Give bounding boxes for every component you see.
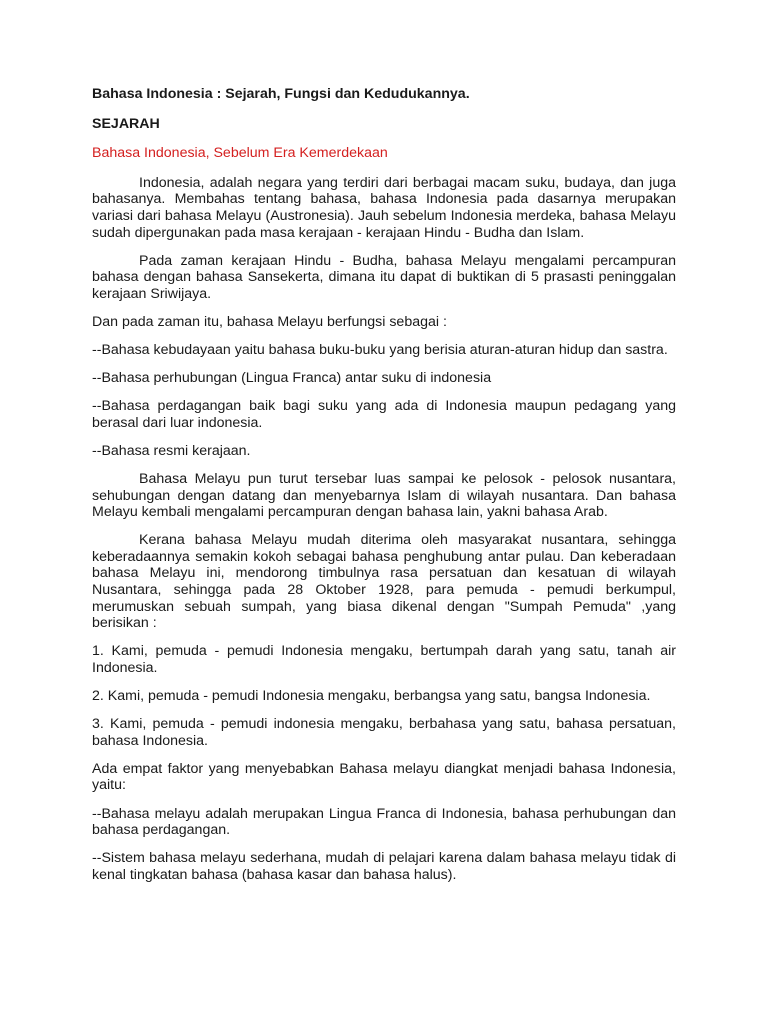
list-item-function: --Bahasa resmi kerajaan. [92,442,251,459]
subheading: Bahasa Indonesia, Sebelum Era Kemerdekaan [92,145,388,162]
list-item-oath: 3. Kami, pemuda - pemudi indonesia mengaku, berbahasa yang satu, bahasa persatuan, bahasa Indonesia. [92,716,676,749]
paragraph-spread: Bahasa Melayu pun turut tersebar luas sampai ke pelosok - pelosok nusantara, sehubungan dengan datang dan menyebarnya Islam di wilayah nusantara. Dan bahasa Melayu kembali mengalami percampuran dengan bahasa lain, yakni bahasa Arab. [92,471,676,521]
paragraph-functions-intro: Dan pada zaman itu, bahasa Melayu berfungsi sebagai : [92,313,447,330]
paragraph-hindu-budha: Pada zaman kerajaan Hindu - Budha, bahasa Melayu mengalami percampuran bahasa dengan bahasa Sansekerta, dimana itu dapat di buktikan di 5 prasasti peninggalan kerajaan Sriwijaya. [92,252,676,302]
list-item-function: --Bahasa kebudayaan yaitu bahasa buku-buku yang berisia aturan-aturan hidup dan sastra. [92,342,668,359]
list-item-factor: --Bahasa melayu adalah merupakan Lingua Franca di Indonesia, bahasa perhubungan dan bahasa perdagangan. [92,805,676,839]
list-item-function: --Bahasa perdagangan baik bagi suku yang ada di Indonesia maupun pedagang yang berasal dari luar indonesia. [92,398,676,431]
paragraph-factors-intro: Ada empat faktor yang menyebabkan Bahasa melayu diangkat menjadi bahasa Indonesia, yaitu: [92,760,676,794]
paragraph-sumpah-pemuda: Kerana bahasa Melayu mudah diterima oleh masyarakat nusantara, sehingga keberadaannya semakin kokoh sebagai bahasa penghubung antar pulau. Dan keberadaan bahasa Melayu ini, mendorong timbulnya rasa persatuan dan kesatuan di wilayah Nusantara, sehingga pada 28 Oktober 1928, para pemuda - pemudi berkumpul, merumuskan sebuah sumpah, yang biasa dikenal dengan "Sumpah Pemuda" ,yang berisikan : [92,532,676,632]
document-title: Bahasa Indonesia : Sejarah, Fungsi dan Kedudukannya. [92,86,470,102]
section-heading: SEJARAH [92,115,160,132]
list-item-function: --Bahasa perhubungan (Lingua Franca) antar suku di indonesia [92,370,492,387]
paragraph-intro: Indonesia, adalah negara yang terdiri dari berbagai macam suku, budaya, dan juga bahasanya. Membahas tentang bahasa, bahasa Indonesia pada dasarnya merupakan variasi dari bahasa Melayu (Austronesia). Jauh sebelum Indonesia merdeka, bahasa Melayu sudah dipergunakan pada masa kerajaan - kerajaan Hindu - Budha dan Islam. [92,174,676,241]
list-item-factor: --Sistem bahasa melayu sederhana, mudah di pelajari karena dalam bahasa melayu tidak di kenal tingkatan bahasa (bahasa kasar dan bahasa halus). [92,850,676,883]
document-page [92,86,676,895]
list-item-oath: 1. Kami, pemuda - pemudi Indonesia mengaku, bertumpah darah yang satu, tanah air Indonesia. [92,643,676,676]
list-item-oath: 2. Kami, pemuda - pemudi Indonesia mengaku, berbangsa yang satu, bangsa Indonesia. [92,688,651,705]
